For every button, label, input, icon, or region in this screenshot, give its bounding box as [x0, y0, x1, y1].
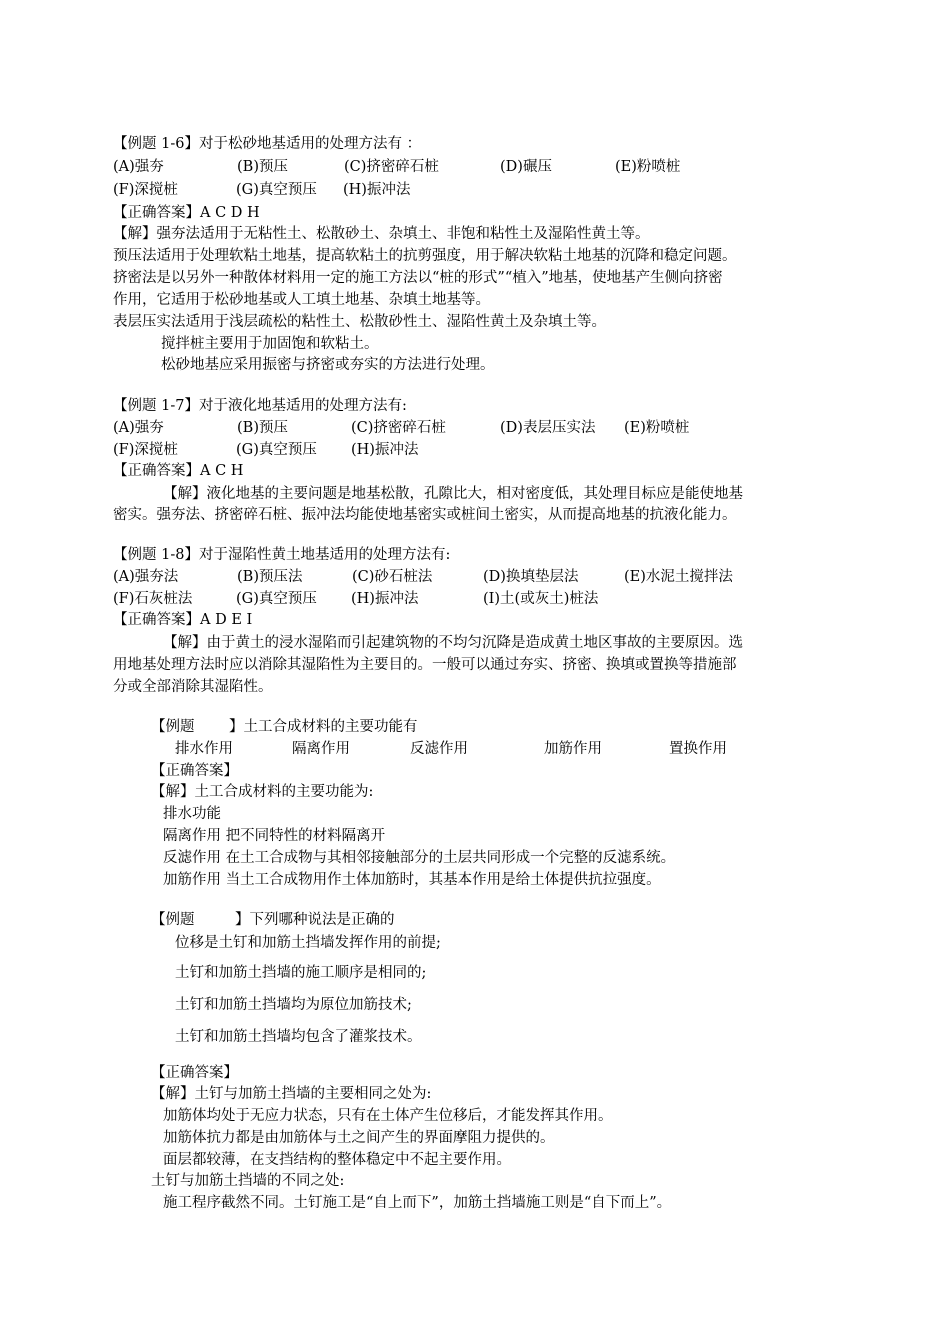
- ex16-explanation-line: 表层压实法适用于浅层疏松的粘性土、松散砂性土、湿陷性黄土及杂填土等。: [113, 314, 606, 330]
- ex17-explanation-line: 【解】液化地基的主要问题是地基松散，孔隙比大，相对密度低，其处理目标应是能使地基: [163, 486, 743, 502]
- ex5-explanation-line: 加筋体均处于无应力状态，只有在土体产生位移后，才能发挥其作用。: [163, 1108, 613, 1124]
- ex16-answer: 【正确答案】A C D H: [113, 205, 260, 221]
- ex5-statement: 土钉和加筋土挡墙均包含了灌浆技术。: [175, 1029, 422, 1045]
- ex17-option-c: (C)挤密碎石桩: [351, 420, 446, 436]
- ex18-explanation-line: 分或全部消除其湿陷性。: [113, 679, 273, 695]
- ex17-explanation-line: 密实。强夯法、挤密碎石桩、振冲法均能使地基密实或桩间土密实，从而提高地基的抗液化能力。: [113, 507, 737, 523]
- ex4-title: 】土工合成材料的主要功能有: [229, 719, 418, 735]
- ex18-option-f: (F)石灰桩法: [113, 591, 193, 607]
- ex4-option: 隔离作用: [292, 741, 350, 757]
- ex18-option-d: (D)换填垫层法: [483, 569, 579, 585]
- ex18-option-h: (H)振冲法: [351, 591, 419, 607]
- ex4-explanation-line: 反滤作用 在土工合成物与其相邻接触部分的土层共同形成一个完整的反滤系统。: [163, 850, 676, 866]
- ex16-title: 【例题 1-6】对于松砂地基适用的处理方法有 ：: [113, 136, 422, 152]
- ex4-option: 反滤作用: [410, 741, 468, 757]
- ex17-option-e: (E)粉喷桩: [624, 420, 690, 436]
- ex16-explanation-line: 【解】强夯法适用于无粘性土、松散砂土、杂填土、非饱和粘性土及湿陷性黄土等。: [113, 226, 650, 242]
- ex5-explanation-line: 面层都较薄，在支挡结构的整体稳定中不起主要作用。: [163, 1152, 511, 1168]
- ex17-option-f: (F)深搅桩: [113, 442, 178, 458]
- ex4-explanation-line: 排水功能: [163, 806, 221, 822]
- ex5-difference-line: 施工程序截然不同。土钉施工是“自上而下”，加筋土挡墙施工则是“自下而上”。: [163, 1195, 672, 1211]
- ex18-explanation-line: 【解】由于黄土的浸水湿陷而引起建筑物的不均匀沉降是造成黄土地区事故的主要原因。选: [163, 635, 743, 651]
- ex16-explanation-line: 搅拌桩主要用于加固饱和软粘土。: [161, 336, 379, 352]
- ex17-answer: 【正确答案】A C H: [113, 463, 244, 479]
- ex18-option-b: (B)预压法: [237, 569, 303, 585]
- ex4-option: 置换作用: [669, 741, 727, 757]
- ex16-explanation-line: 松砂地基应采用振密与挤密或夯实的方法进行处理。: [161, 357, 495, 373]
- ex16-option-g: (G)真空预压: [236, 182, 317, 198]
- ex17-option-b: (B)预压: [237, 420, 288, 436]
- ex4-answer: 【正确答案】: [151, 763, 238, 779]
- ex18-title: 【例题 1-8】对于湿陷性黄土地基适用的处理方法有:: [113, 547, 451, 563]
- ex4-title-prefix: 【例题: [151, 719, 195, 735]
- ex5-statement: 位移是土钉和加筋土挡墙发挥作用的前提;: [175, 935, 441, 951]
- ex16-option-a: (A)强夯: [113, 159, 164, 175]
- ex16-explanation-line: 预压法适用于处理软粘土地基，提高软粘土的抗剪强度，用于解决软粘土地基的沉降和稳定问题。: [113, 248, 737, 264]
- ex16-option-f: (F)深搅桩: [113, 182, 178, 198]
- ex18-option-i: (I)土(或灰土)桩法: [483, 591, 599, 607]
- ex17-option-h: (H)振冲法: [351, 442, 419, 458]
- ex5-explanation-head: 【解】土钉与加筋土挡墙的主要相同之处为:: [151, 1086, 432, 1102]
- ex18-option-g: (G)真空预压: [236, 591, 317, 607]
- ex16-explanation-line: 作用，它适用于松砂地基或人工填土地基、杂填土地基等。: [113, 292, 490, 308]
- ex18-answer: 【正确答案】A D E I: [113, 612, 253, 628]
- ex5-difference-head: 土钉与加筋土挡墙的不同之处:: [151, 1173, 345, 1189]
- ex16-option-b: (B)预压: [237, 159, 288, 175]
- ex16-option-h: (H)振冲法: [343, 182, 411, 198]
- ex18-explanation-line: 用地基处理方法时应以消除其湿陷性为主要目的。一般可以通过夯实、挤密、换填或置换等措施部: [113, 657, 737, 673]
- ex16-explanation-line: 挤密法是以另外一种散体材料用一定的施工方法以“桩的形式”“植入”地基，使地基产生侧向挤密: [113, 270, 723, 286]
- ex17-option-d: (D)表层压实法: [500, 420, 596, 436]
- ex18-option-a: (A)强夯法: [113, 569, 179, 585]
- ex5-statement: 土钉和加筋土挡墙的施工顺序是相同的;: [175, 965, 427, 981]
- ex17-option-g: (G)真空预压: [236, 442, 317, 458]
- ex4-explanation-head: 【解】土工合成材料的主要功能为:: [151, 784, 374, 800]
- ex4-explanation-line: 加筋作用 当土工合成物用作土体加筋时，其基本作用是给土体提供抗拉强度。: [163, 872, 661, 888]
- ex17-option-a: (A)强夯: [113, 420, 164, 436]
- ex16-option-d: (D)碾压: [500, 159, 552, 175]
- ex18-option-c: (C)砂石桩法: [352, 569, 433, 585]
- ex4-explanation-line: 隔离作用 把不同特性的材料隔离开: [163, 828, 386, 844]
- ex16-option-c: (C)挤密碎石桩: [344, 159, 439, 175]
- ex5-explanation-line: 加筋体抗力都是由加筋体与土之间产生的界面摩阻力提供的。: [163, 1130, 555, 1146]
- ex5-answer: 【正确答案】: [151, 1065, 238, 1081]
- ex16-option-e: (E)粉喷桩: [615, 159, 681, 175]
- ex4-option: 加筋作用: [544, 741, 602, 757]
- ex18-option-e: (E)水泥土搅拌法: [624, 569, 733, 585]
- ex5-title-prefix: 【例题: [151, 912, 195, 928]
- ex5-statement: 土钉和加筋土挡墙均为原位加筋技术;: [175, 997, 412, 1013]
- ex4-option: 排水作用: [175, 741, 233, 757]
- ex5-title: 】下列哪种说法是正确的: [235, 912, 395, 928]
- ex17-title: 【例题 1-7】对于液化地基适用的处理方法有:: [113, 398, 407, 414]
